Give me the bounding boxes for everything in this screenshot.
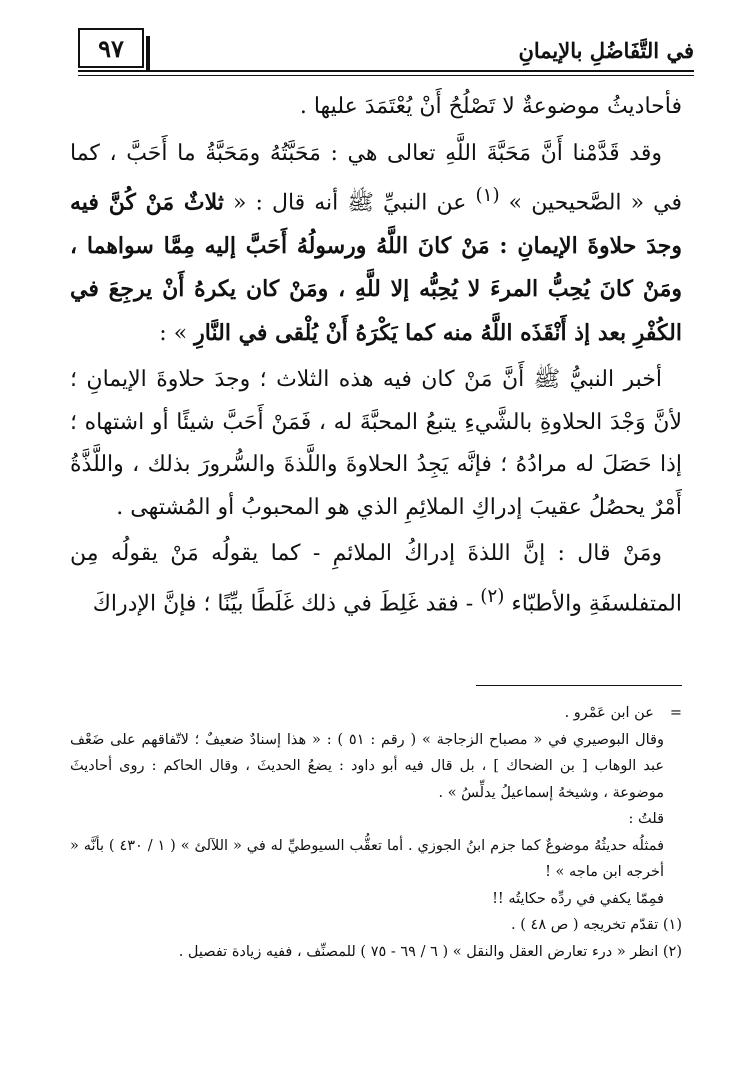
paragraph-2-text: وقد قَدَّمْنا أَنَّ مَحَبَّةَ اللَّهِ تعالى هي : مَحَبَّتُهُ ومَحَبَّةُ ما أَحَبَّ ، كما في « الصَّحيحين » (70, 140, 682, 216)
footnote-1: (١) تقدّم تخريجه ( ص ٤٨ ) . (511, 917, 682, 933)
paragraph-4 (70, 533, 682, 625)
footnote-line: فمثلُه حديثُهُ موضوعٌ كما جزم ابنُ الجوزي . أما تعقُّب السيوطيِّ له في « اللآلئ » ( ١ / ٤٣٠ ) بأنَّه « أخرجه ابن ماجه » ! (70, 837, 665, 880)
page-header (64, 20, 694, 76)
footnote-line: قلتُ : (628, 811, 664, 827)
footnote-line: فمِمّا يكفي في ردِّه حكايتُه !! (492, 890, 664, 907)
paragraph-4-text: ومَنْ قال : إنَّ اللذةَ إدراكُ الملائمِ - كما يقولُه مَنْ يقولُه مِن المتفلسفَةِ والأطبّاء (70, 541, 682, 617)
continuation-mark: = (669, 705, 682, 721)
running-title: في التَّفَاضُلِ بالإيمانِ (518, 38, 694, 63)
footnote-continuation (70, 700, 682, 727)
footnote-ref-1: (١) (475, 185, 500, 206)
footnote-line: وقال البوصيري في « مصباح الزجاجة » ( رقم : ٥١ ) : « هذا إسنادٌ ضعيفٌ ؛ لاتّفاقهم على ضَعْف عبد الوهاب [ بن الضحاك ] ، بل قال فيه أبو داود : يضعُ الحديثَ ، وقال الحاكم : روى أحاديثَ موضوعة ، وشيخهُ إسماعيلُ يدلِّسُ » . (70, 731, 664, 801)
paragraph-1: فأحاديثُ موضوعةٌ لا تَصْلُحُ أَنْ يُعْتَمَدَ عليها . (299, 94, 682, 119)
paragraph-4-text-b: - فقد غَلِطَ في ذلك غَلَطًا بيِّنًا ؛ فإنَّ الإدراكَ (92, 591, 481, 617)
paragraph-2-end: » : (159, 320, 195, 346)
footnote-2: (٢) انظر « درء تعارض العقل والنقل » ( ٦ / ٦٩ - ٧٥ ) للمصنِّف ، ففيه زيادة تفصيل . (178, 943, 682, 960)
paragraph-2 (70, 133, 682, 356)
page-number: ٩٧ (78, 28, 144, 68)
header-rule (78, 70, 694, 76)
footnote-line: عن ابن عَمْرو . (564, 705, 654, 721)
paragraph-2-text-b: عن النبيِّ ﷺ أنه قال : « (223, 190, 476, 216)
main-text (70, 86, 682, 630)
paragraph-3: أخبر النبيُّ ﷺ أَنَّ مَنْ كان فيه هذه الثلاث ؛ وجدَ حلاوةَ الإيمانِ ؛ لأنَّ وَجْدَ الحلاوةِ بالشَّيءِ يتبعُ المحبَّةَ له ، فَمَنْ أَحَبَّ شيئًا أو اشتهاه ؛ إذا حَصَلَ له مرادُهُ ؛ فإنَّه يَجِدُ الحلاوةَ واللَّذةَ والسُّرورَ بذلك ، واللَّذَّةُ أَمْرٌ يحصُلُ عقيبَ إدراكِ الملائِمِ الذي هو المحبوبُ أو المُشتهى . (70, 367, 682, 520)
hadith-quote: ثلاثٌ مَنْ كُنَّ فيه وجدَ حلاوةَ الإيمانِ : مَنْ كانَ اللَّهُ ورسولُهُ أَحَبَّ إليه مِمَّا سواهما ، ومَنْ كانَ يُحِبُّ المرءَ لا يُحِبُّه إلا للَّهِ ، ومَنْ كان يكرهُ أَنْ يرجِعَ في الكُفْرِ بعد إذ أَنْقَذَه اللَّهُ منه كما يَكْرَهُ أَنْ يُلْقى في النَّارِ (70, 189, 682, 346)
footnote-ref-2: (٢) (480, 585, 505, 607)
footnote-separator (476, 685, 682, 686)
footnotes (70, 700, 682, 965)
